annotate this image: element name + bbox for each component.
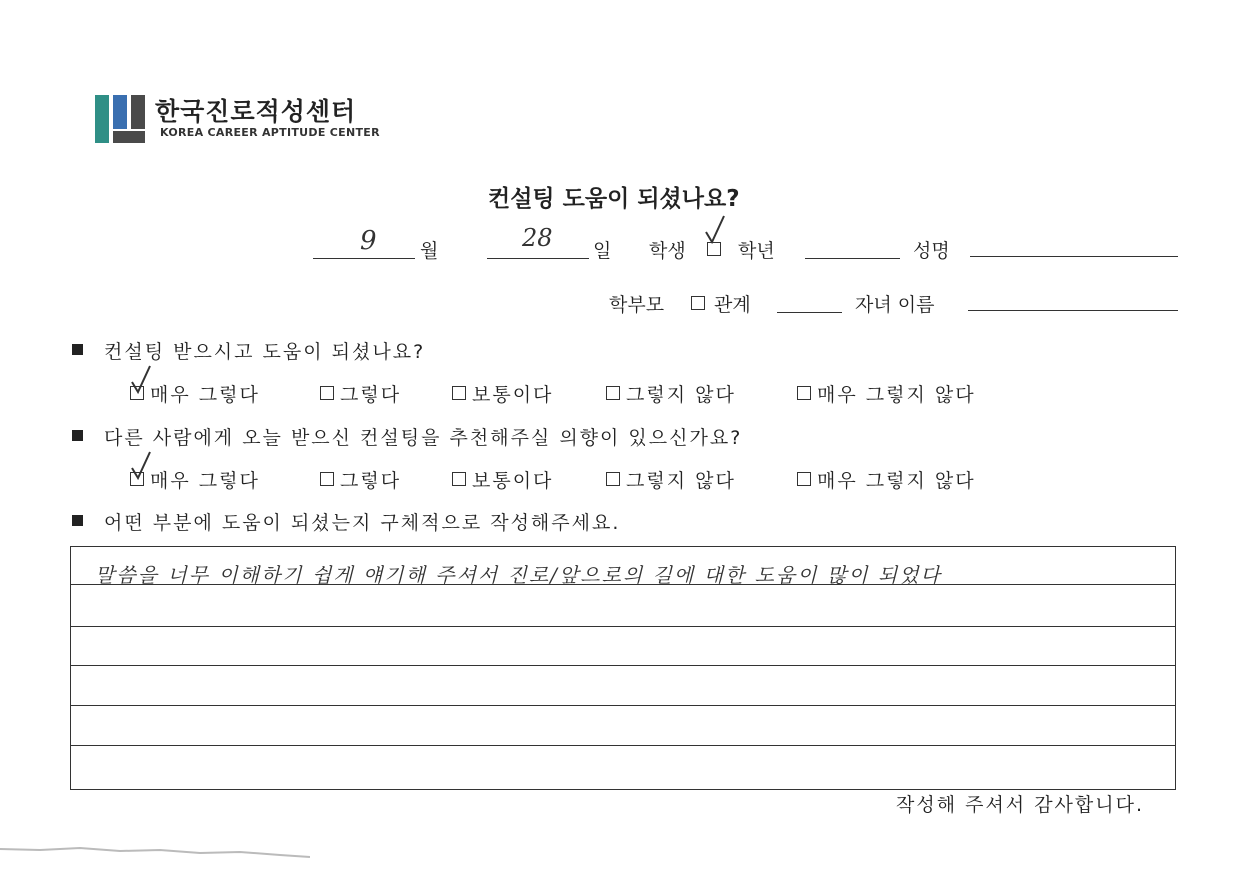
org-name-en: KOREA CAREER APTITUDE CENTER <box>160 126 380 139</box>
q2-option-4[interactable]: 그렇지 않다 <box>606 466 736 493</box>
q2-option-3[interactable]: 보통이다 <box>452 466 553 493</box>
form-title: 컨설팅 도움이 되셨나요? <box>488 186 740 212</box>
student-checkmark-icon <box>704 214 726 244</box>
torn-edge-decoration <box>0 845 310 865</box>
q2-option-5[interactable]: 매우 그렇지 않다 <box>797 466 976 493</box>
answer-text: 말씀을 너무 이해하기 쉽게 얘기해 주셔서 진로/앞으로의 길에 대한 도움이 많이 되었다 <box>95 563 942 587</box>
question-2: 다른 사람에게 오늘 받으신 컨설팅을 추천해주실 의향이 있으신가요? <box>104 427 743 449</box>
day-field[interactable] <box>487 258 589 259</box>
name-label: 성명 <box>913 240 950 262</box>
month-value: 9 <box>360 226 377 256</box>
q1-option-3[interactable]: 보통이다 <box>452 380 553 407</box>
bullet-icon <box>72 515 83 526</box>
relation-label: 관계 <box>714 294 751 316</box>
month-field[interactable] <box>313 258 415 259</box>
q1-option-5[interactable]: 매우 그렇지 않다 <box>797 380 976 407</box>
child-name-label: 자녀 이름 <box>855 294 935 316</box>
grade-field[interactable] <box>805 258 900 259</box>
relation-field[interactable] <box>777 312 842 313</box>
grade-label: 학년 <box>738 240 775 262</box>
org-name-ko: 한국진로적성센터 <box>155 97 357 126</box>
thanks-text: 작성해 주셔서 감사합니다. <box>896 794 1145 816</box>
q2-checkmark-icon <box>130 450 152 480</box>
day-label: 일 <box>593 240 612 262</box>
child-name-field[interactable] <box>968 310 1178 311</box>
q2-option-2[interactable]: 그렇다 <box>320 466 401 493</box>
parent-checkbox[interactable] <box>691 296 705 310</box>
q1-option-1[interactable]: 매우 그렇다 <box>130 380 260 407</box>
logo-mark <box>95 95 145 143</box>
parent-label: 학부모 <box>609 294 665 316</box>
question-3: 어떤 부분에 도움이 되셨는지 구체적으로 작성해주세요. <box>104 512 621 534</box>
month-label: 월 <box>420 240 439 262</box>
q2-option-1[interactable]: 매우 그렇다 <box>130 466 260 493</box>
student-label: 학생 <box>649 240 686 262</box>
question-1: 컨설팅 받으시고 도움이 되셨나요? <box>104 341 426 363</box>
student-checkbox[interactable] <box>707 242 721 256</box>
q1-option-4[interactable]: 그렇지 않다 <box>606 380 736 407</box>
q1-checkmark-icon <box>130 364 152 394</box>
day-value: 28 <box>522 224 553 252</box>
bullet-icon <box>72 430 83 441</box>
name-field[interactable] <box>970 256 1178 257</box>
bullet-icon <box>72 344 83 355</box>
q1-option-2[interactable]: 그렇다 <box>320 380 401 407</box>
